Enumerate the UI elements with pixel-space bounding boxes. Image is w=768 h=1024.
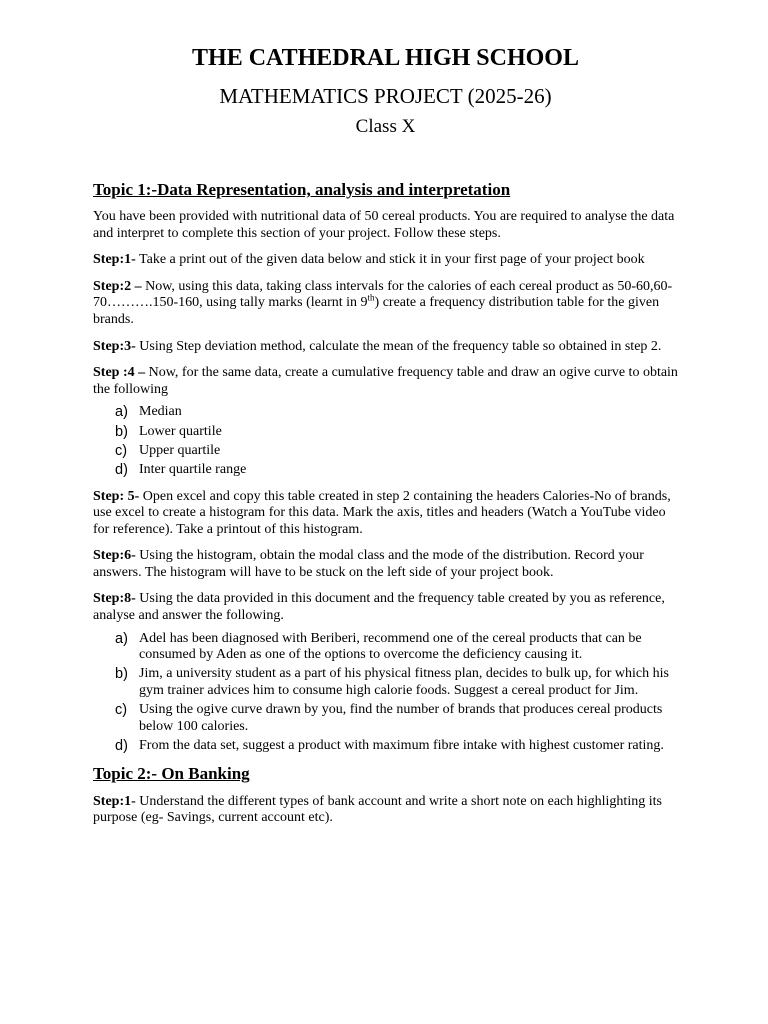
school-name: THE CATHEDRAL HIGH SCHOOL [192, 45, 579, 71]
step-4-text: Now, for the same data, create a cumulative frequency table and draw an ogive curve to obtain the following [93, 365, 678, 397]
list-item-text: Jim, a university student as a part of his physical fitness plan, decides to bulk up, for which his gym trainer advices him to consume high calorie foods. Suggest a cereal product for Jim. [139, 666, 669, 699]
step-8-label: Step:8- [93, 591, 136, 607]
step-3-label: Step:3- [93, 338, 136, 354]
step-6-paragraph [93, 548, 678, 581]
step-6-text: Using the histogram, obtain the modal class and the mode of the distribution. Record your answers. The histogram will have to be stuck on the left side of your project book. [93, 548, 644, 580]
list-item-text: From the data set, suggest a product with maximum fibre intake with highest customer rating. [139, 738, 664, 753]
step-3-paragraph [93, 339, 678, 356]
class-label: Class X [355, 116, 416, 137]
step-8-paragraph [93, 591, 678, 624]
list-item [115, 404, 678, 421]
list-item [115, 702, 678, 735]
list-item-text: Adel has been diagnosed with Beriberi, recommend one of the cereal products that can be consumed by Aden as one of the options to overcome the deficiency causing it. [139, 630, 642, 663]
step-2-paragraph [93, 279, 678, 329]
step-2-superscript: th [367, 292, 375, 303]
step-1-paragraph [93, 252, 678, 269]
step-5-label: Step: 5- [93, 488, 140, 504]
list-item [115, 631, 678, 664]
step-4-label: Step :4 – [93, 365, 146, 381]
list-item-text: Median [139, 404, 182, 420]
list-item [115, 462, 678, 479]
step-5-paragraph [93, 489, 678, 539]
step-2-label: Step:2 – [93, 278, 142, 294]
list-item [115, 424, 678, 441]
topic-2-heading: Topic 2:- On Banking [93, 763, 250, 783]
list-marker: d) [115, 461, 128, 478]
list-marker: b) [115, 423, 128, 440]
list-marker: c) [115, 442, 128, 459]
step-8-list [115, 631, 678, 755]
topic-1-heading: Topic 1:-Data Representation, analysis and interpretation [93, 180, 511, 199]
project-title: MATHEMATICS PROJECT (2025-26) [219, 84, 552, 108]
list-marker: b) [115, 666, 128, 683]
topic-2-step-1-paragraph [93, 794, 678, 827]
list-item [115, 443, 678, 460]
step-3-text: Using Step deviation method, calculate the mean of the frequency table so obtained in step 2. [135, 338, 662, 354]
topic-1-intro: You have been provided with nutritional data of 50 cereal products. You are required to analyse the data and interpret to complete this section of your project. Follow these steps. [93, 209, 675, 241]
step-1-label: Step:1- [93, 252, 136, 268]
list-item [115, 666, 678, 699]
step-4-paragraph [93, 365, 678, 398]
step-5-text: Open excel and copy this table created in step 2 containing the headers Calories-No of brands, use excel to create a histogram for this data. Mark the axis, titles and headers (Watch a YouTube video for reference). Take a printout of this histogram. [93, 488, 671, 537]
list-item-text: Using the ogive curve drawn by you, find the number of brands that produces cereal products below 100 calories. [139, 702, 663, 734]
step-4-list [115, 404, 678, 478]
list-item [115, 738, 678, 755]
list-marker: a) [115, 404, 128, 421]
topic-2-step-1-text: Understand the different types of bank account and write a short note on each highlighting its purpose (eg- Savings, current account etc). [93, 793, 662, 826]
step-2-text-before: Now, using this data, taking class intervals for the calories of each cereal product as 50-60,60-70……….150-160, using tally marks (learnt in 9 [93, 278, 673, 311]
list-marker: a) [115, 630, 128, 647]
topic-2-step-1-label: Step:1- [93, 793, 136, 809]
list-marker: c) [115, 702, 128, 719]
step-6-label: Step:6- [93, 548, 136, 564]
step-1-text: Take a print out of the given data below and stick it in your first page of your project book [135, 252, 645, 268]
list-item-text: Upper quartile [139, 442, 221, 458]
list-item-text: Lower quartile [139, 423, 222, 439]
step-2-text-after: ) create a frequency distribution table for the given brands. [93, 295, 660, 327]
step-8-text: Using the data provided in this document and the frequency table created by you as reference, analyse and answer the following. [93, 591, 665, 624]
list-item-text: Inter quartile range [139, 461, 247, 477]
list-marker: d) [115, 738, 128, 754]
